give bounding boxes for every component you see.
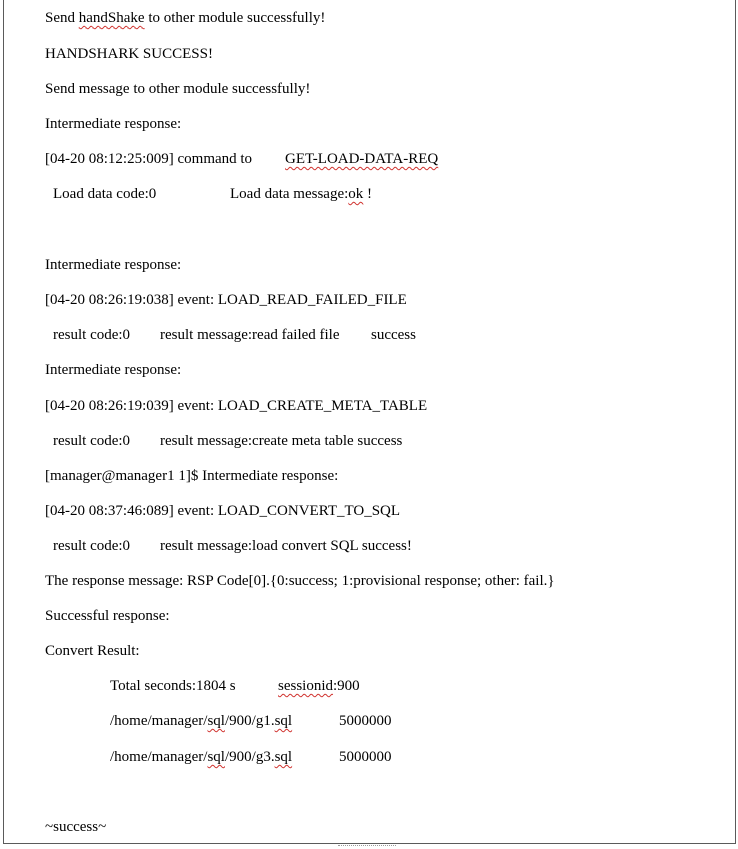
log-text: Send [45,10,79,26]
log-line-successful-response: Successful response: [45,608,170,624]
log-text: Total seconds:1804 s [110,678,236,694]
log-text: /home/manager/ [110,713,208,729]
spell-flag-word: GET-LOAD-DATA-REQ [285,151,439,167]
log-text: result code:0 [53,538,131,554]
log-line-event: [04-20 08:37:46:089] event: LOAD_CONVERT_TO_SQL [45,503,401,519]
log-text: success [371,327,416,343]
log-line-intermediate: Intermediate response: [45,257,182,273]
spell-flag-word: sql [207,749,225,765]
log-text: Load data code:0 [53,186,157,202]
log-text: /900/g3. [224,749,275,765]
log-text: result message:read failed file [160,327,340,343]
log-line-intermediate: Intermediate response: [45,362,182,378]
log-line-handshark: HANDSHARK SUCCESS! [45,46,213,62]
spell-flag-word: handShake [78,10,145,26]
log-text: result code:0 [53,433,131,449]
log-line-command [45,150,439,168]
log-text: result message:create meta table success [160,433,403,449]
spell-flag-word: sql [274,713,293,729]
log-line-total-seconds [110,677,410,695]
spell-flag-word: ok [348,186,364,202]
page-bottom-mark [338,845,396,849]
log-line-intermediate: Intermediate response: [45,116,182,132]
spell-flag-word: sql [274,749,293,765]
log-line-convert-result: Convert Result: [45,643,140,659]
log-line-result [53,432,453,450]
log-line-event: [04-20 08:26:19:039] event: LOAD_CREATE_META_TABLE [45,398,428,414]
log-text: [04-20 08:12:25:009] command to [45,151,253,167]
log-line-shell-prompt: [manager@manager1 1]$ Intermediate response: [45,468,339,484]
log-line-send-handshake [45,9,325,27]
log-line-send-message: Send message to other module successfully! [45,81,311,97]
log-line-success-footer: ~success~ [45,819,107,835]
log-line-load-data [53,185,453,203]
log-text: Load data message:ok ! [230,186,373,202]
log-text: /home/manager/ [110,749,208,765]
log-line-result [53,326,453,344]
log-text: sessionid:900 [278,678,360,694]
log-text: result message:load convert SQL success! [160,538,412,554]
log-line-response-message: The response message: RSP Code[0].{0:success; 1:provisional response; other: fail.} [45,573,555,589]
log-text: /900/g1. [224,713,275,729]
log-text: to other module successfully! [144,10,326,26]
log-text: result code:0 [53,327,131,343]
log-line-result [53,537,453,555]
row-count: 5000000 [339,713,392,729]
row-count: 5000000 [339,749,392,765]
log-line-sql-file [110,712,410,730]
log-line-event: [04-20 08:26:19:038] event: LOAD_READ_FAILED_FILE [45,292,407,308]
spell-flag-word: sql [207,713,225,729]
log-line-sql-file [110,748,410,766]
spell-flag-word: sessionid [278,678,334,694]
